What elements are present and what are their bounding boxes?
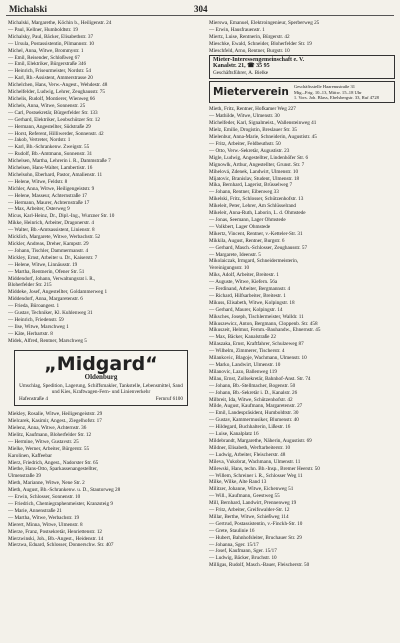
- directory-entry: — Marie, Annenstraße 21: [8, 507, 62, 514]
- directory-entry: Milaszaka, Ernst, Kraftfahrer, Schulzeweg 87: [209, 341, 304, 348]
- directory-entry: Mijatovic, Branislav, Student, Ulmenstr. 18: [209, 175, 300, 182]
- directory-entry: Milau, Ernst, Zollsekretär, Bahnhof-Anst. Str. 74: [209, 375, 311, 382]
- directory-entry: — Margarete, Ideenstr. 5: [209, 251, 261, 258]
- midgard-address: Hafenstraße 4: [19, 396, 48, 403]
- directory-entry: Michel, Anna, Witwe, Brommystr. 1: [8, 47, 84, 54]
- directory-entry: Micus, Karl-Heinz, Dr., Dipl.-Ing., Wurzner Str. 10: [8, 213, 115, 220]
- directory-entry: — Ludwig, Arbeiter, Fleischerstr. 48: [209, 451, 286, 458]
- directory-entry: Mielz, Emilie, Drogistin, Breslauer Str. 35: [209, 127, 298, 134]
- directory-entry: — Max, Bäcker, Kanalstraße 22: [209, 334, 276, 341]
- directory-entry: Miks, Adolf, Arbeiter, Breitestr. 1: [209, 272, 279, 279]
- directory-entry: — Ilse, Witwe, Marschweg 1: [8, 323, 69, 330]
- directory-entry: Mikuss, Elisabeth, Witwe, Kolpingstr. 18: [209, 299, 295, 306]
- directory-entry: Mildebrandt, Margarethe, Näherin, Augustistr. 69: [209, 437, 312, 444]
- directory-entry: — Auguste, Witwe, Kiefern. 56a: [209, 279, 278, 286]
- directory-entry: Mierz, Friedrich, Angest., Nadorster Str. 65: [8, 459, 99, 466]
- directory-entry: — Johanna, Sger. 15/17: [209, 541, 259, 548]
- directory-entry: Miekley, Rosalie, Witwe, Heiligengeiststr. 29: [8, 411, 103, 418]
- directory-entry: — Willem, Schreiner i. R., Schlosser Weg 11: [209, 472, 303, 479]
- directory-entry: — Grete, Staulinie 16: [209, 527, 255, 534]
- directory-entry: — Erwin, Hausfrauenstr. 1: [209, 26, 265, 33]
- directory-entry: — Volkbert, Lager Ohmstede: [209, 223, 271, 230]
- right-column: [209, 20, 395, 569]
- directory-entry: — Erwin, Schlosser, Sonnenstr. 10: [8, 494, 81, 501]
- directory-entry: Miertz, Luise, Rentnerin, Bürgerstr. 42: [209, 33, 290, 40]
- directory-entry: Mickler, Andreas, Dreher, Kampstr. 29: [8, 241, 89, 247]
- directory-entry: Mikke, Heinrich, Arbeiter, Dragonerstr. 4: [8, 220, 94, 227]
- running-title: Michalski: [9, 4, 48, 14]
- directory-entry: Michelsen, Martha, Lehrerin i. R., Dammstraße 7: [8, 158, 111, 165]
- directory-entry: — Horst, Referent, Hilliwerder, Sonnenstr. 42: [8, 130, 104, 137]
- midgard-description: Umschlag, Spedition, Lagerung, Schiffsmakler, Tankstelle, Lebensmittel, Sand und Kies, Kraftwagen-Fern- und Linienverkehr: [19, 382, 183, 395]
- directory-entry: — Johann, Tischler, Dammermanstr. 4: [8, 247, 89, 254]
- directory-entry: Michelis, Rudolf, Montierer, Wienweg 66: [8, 95, 95, 102]
- directory-entry: Michalsky, Paul, Bäcker, Elisabethstr. 37: [8, 33, 94, 40]
- mig-address: Kanalstr. 21, ☎ 35 95: [213, 63, 270, 70]
- midgard-footer: [19, 396, 183, 403]
- mieterverein-name: Mieterverein: [213, 85, 289, 98]
- directory-entry: Mierzwinski, Joh., Bb.-Angest., Heidenstr. 14: [8, 535, 104, 542]
- directory-entry: Middendorf, Anna, Margaretenstr. 6: [8, 296, 83, 303]
- directory-entry: Mika, Bernhard, Lagerist, Brüsselweg 7: [209, 182, 293, 189]
- directory-entry: Karolinen, Kaffeebar: [8, 452, 52, 459]
- directory-entry: — Ferdinand, Arbeiter, Bergmannstr. 4: [209, 286, 291, 293]
- directory-entry: Mildner, Elisabeth, Werftarbeiterstr. 10: [209, 444, 291, 451]
- directory-entry: Mignowlk, Arthur, Angestellter, Grunst. Str. 7: [209, 161, 305, 168]
- directory-entry: Mikuszewicz, Anton, Bergmann, Cloppenb. Str. 458: [209, 320, 318, 327]
- directory-entry: Militzer, Johanne, Witwe, Eichenweg 51: [209, 486, 294, 493]
- right-entries-top: [209, 20, 395, 55]
- directory-entry: Middendorf, Johann, Verwaltungsrat i. R.,: [8, 275, 96, 282]
- directory-entry: — Emil, Reisender, Schloßweg 67: [8, 54, 80, 61]
- directory-entry: — Jakob, Vertreter, Nordstr. 1: [8, 137, 71, 144]
- directory-entry: Michler, Anna, Witwe, Heiligengeiststr. 9: [8, 185, 95, 192]
- directory-entry: Mielcarek, Kasimir, Angest., Ziegelhofstr. 17: [8, 418, 102, 425]
- directory-entry: — Luise, Kanalplatz 16: [209, 431, 259, 438]
- directory-entry: Vereinigungsstr. 10: [209, 265, 250, 272]
- directory-entry: Milanovic, Lazo, Ballenweg 119: [209, 368, 277, 375]
- mig-name: Mieter-Interessengemeinschaft e. V.: [213, 56, 305, 63]
- directory-entry: Mikkila, August, Rentner, Burgstr. 6: [209, 237, 285, 244]
- directory-entry: — Hermann, Maurer, Achternstraße 17: [8, 199, 90, 206]
- directory-entry: — Gustav, Techniker, Kl. Kuhlenweg 31: [8, 310, 93, 317]
- directory-entry: Mierze, Franz, Postsekretär, Henriettenstr. 12: [8, 528, 103, 535]
- directory-entry: Mileva, Vukobrat, Wachmann, Ulmenstr. 11: [209, 458, 301, 465]
- directory-entry: Mielke, Werner, Arbeiter, Bürgerstr. 55: [8, 445, 90, 452]
- directory-entry: Milankovic, Blagoje, Wachmann, Ulmenstr. 10: [209, 355, 307, 362]
- directory-entry: Midek, Alfred, Rentner, Marschweg 5: [8, 337, 87, 344]
- directory-entry: Michalski, Margarethe, Köchin b., Heiligenstr. 24: [8, 20, 112, 26]
- directory-entry: — Karl, Bb.-Schrankenw. Zweigstr. 55: [8, 144, 90, 151]
- directory-entry: Mielenbur, Anna-Marie, Schneiderin, Augustistr. 45: [209, 134, 317, 141]
- directory-entry: Micklich, Margarete, Witwe, Werbachstr. 52: [8, 234, 101, 241]
- directory-entry: Michelfelder, Ludwig, Lehrer, Zeughausstr. 75: [8, 89, 105, 96]
- directory-entry: Michelsohn, Eberhard, Pastor, Amalienstr. 11: [8, 171, 103, 178]
- midgard-advertisement: [14, 350, 188, 407]
- directory-entry: — Marko, Landwirt, Ulmenstr. 10: [209, 362, 281, 368]
- mieterverein-hours: Mtg.–Frtg. 10–13, Mittw. 15–18 Uhr: [293, 89, 362, 95]
- left-entries-top: [8, 20, 194, 345]
- directory-entry: Mielenz, Anna, Witwe, Achternstr. 36: [8, 425, 87, 432]
- directory-entry: — Rudolf, Bb.-Amtmann, Sonnenstr. 31: [8, 151, 93, 158]
- directory-entry: — Gerhard, Masch.-Schlosser, Zeughausstr. 57: [209, 244, 308, 251]
- mieterverein-office: Geschäftsstelle Haarenustraße 31: [293, 84, 356, 90]
- directory-entry: — Emil, Landespräsident, Humboldtstr. 30: [209, 410, 299, 417]
- directory-entry: — Gerhard, Maurer, Kolpingstr. 14: [209, 306, 283, 313]
- directory-entry: — Walter, Bb.-Amtsassistent, Linienstr. 8: [8, 227, 95, 234]
- directory-entry: Mill, Bernhard, Landwirt, Prennenweg 19: [209, 500, 297, 507]
- directory-entry: — Johann, Bb.-Sekretär i. D., Kanalstr. 26: [209, 389, 298, 396]
- midgard-brand: „Midgard“: [44, 352, 158, 375]
- mieterverein-chair: 1. Vors. Joh. Blass, Ebelsbergstr. 33, Ruf 4728: [293, 95, 379, 101]
- mig-manager: Geschäftsführer, A. Bielke: [213, 70, 269, 77]
- directory-entry: — Gerhard, Elektriker, Leobschützer Str. 12: [8, 116, 100, 123]
- directory-entry: — Helene, Masseur, Achternstraße 17: [8, 192, 88, 199]
- directory-entry: — Fritz, Arbeiter, Feldbeuthstr. 50: [209, 141, 281, 147]
- directory-entry: Miethe, Hans-Otto, Sparkassenangestellter,: [8, 466, 98, 473]
- directory-entry: — Johann, Rentner, Eibenweg 33: [209, 189, 279, 196]
- directory-entry: Mieschfeld, Arno, Rentner, Burgstr. 10: [209, 47, 290, 54]
- directory-entry: Millar, Berthe, Witwe, Schießweg 114: [209, 513, 289, 520]
- left-column: [8, 20, 194, 549]
- directory-entry: Mikolaiczak, Irmgard, Schneidermeisterin,: [209, 258, 299, 265]
- directory-entry: — Gustav, Kammermusiker, Blumenstr. 40: [209, 417, 299, 424]
- directory-entry: Mikuszeit, Helmut, Fernm.-Bauhandw., Ehnernstr. 45: [209, 327, 321, 334]
- directory-entry: — Ursula, Postassistentin, Pilmannstr. 10: [8, 40, 95, 47]
- directory-entry: Mierert, Minna, Witwe, Ulmenstr. 8: [8, 521, 83, 528]
- directory-entry: Mickley, Ernst, Arbeiter u. Dr., Kaiserstr. 7: [8, 254, 98, 261]
- directory-entry: Milde, August, Kaufmann, Margaretenstr. 27: [209, 403, 303, 410]
- directory-entry: — Mathilde, Witwe, Ulmenstr. 30: [209, 113, 280, 120]
- directory-entry: Milligas, Rudolf, Masch.-Bauer, Fleischerstr. 50: [209, 562, 310, 569]
- directory-entry: — Heinrich, Friseurmeister, Nordstr. 54: [8, 68, 91, 75]
- directory-entry: Mikeleit, Peter, Lehrer, Am Schlüsselrand: [209, 203, 297, 210]
- directory-entry: — Käte, Herbartstr. 8: [8, 330, 53, 337]
- directory-entry: Mieth, Fritz, Rentner, Hofkamer Weg 227: [209, 106, 296, 113]
- directory-entry: Michelfeder, Karl, Signalmeist., Wallensteinweg 41: [209, 120, 317, 127]
- directory-entry: — Wilhelm, Zimmerer, Tischerstr. 4: [209, 348, 285, 355]
- directory-entry: — Martha, Rentnerin, Ofener Str. 51: [8, 268, 85, 275]
- directory-entry: Michelchen, Hans, Verw.-Angest., Wehdestr. 48: [8, 82, 108, 89]
- directory-entry: Michels, Anna, Witwe, Sonnenstr. 25: [8, 102, 86, 109]
- midgard-phone: Fernruf 6100: [155, 396, 183, 403]
- directory-entry: — Carl, Postsekretär, Bürgerfelder Str. 133: [8, 109, 98, 116]
- directory-entry: — Karl, Rb.-Assistent, Ammerstrasse 20: [8, 75, 93, 82]
- directory-entry: — Hermine, Witwe, Gustavstr. 25: [8, 438, 79, 445]
- directory-entry: Miksches, Joseph, Tischlermeister, Walldr. 11: [209, 313, 304, 320]
- directory-entry: Bloherfelder Str. 215: [8, 282, 52, 289]
- directory-entry: Milbreit, Ida, Witwe, Schützenhofstr. 42: [209, 396, 293, 403]
- mieter-interessengemeinschaft-box: [209, 55, 395, 80]
- directory-entry: Mihelová, Zdenek, Landwirt, Ulmenstr. 10: [209, 168, 299, 175]
- directory-entry: — Paul, Kellner, Humboldtstr. 19: [8, 26, 78, 33]
- directory-entry: — Max, Arbeiter, Osterweg 9: [8, 206, 70, 213]
- directory-entry: — Helene, Witwe, Linnäusstr. 19: [8, 261, 78, 268]
- header-rule: [6, 15, 394, 16]
- left-entries-bottom: [8, 411, 194, 549]
- midgard-city: Oldenburg: [84, 372, 118, 381]
- directory-entry: — Hermann, Angestellter, Südstraße 29: [8, 123, 91, 130]
- directory-entry: — Heinrich, Friedenstr. 59: [8, 316, 64, 323]
- directory-entry: — Otto, Verw.-Sekretär, Augustistr. 23: [209, 147, 290, 154]
- directory-entry: Mielitz, Kaufmann, Bloherfelder Str. 12: [8, 431, 92, 438]
- directory-entry: — Helene, Witwe, Feldstr. 8: [8, 178, 68, 185]
- directory-entry: Mieth, Marianne, Witwe, Nene Str. 2: [8, 480, 85, 487]
- directory-entry: Migle, Ludwig, Angestellter, Lindenhöfer Str. 6: [209, 154, 309, 161]
- directory-entry: Michelsen, Hans-Walter, Lambertistr. 16: [8, 165, 93, 172]
- mieterverein-info: [294, 84, 379, 100]
- directory-entry: Mierzwa, Eduard, Schlosser, Donnerschw. Str. 407: [8, 542, 114, 549]
- directory-entry: Mikelski, Fritz, Schlosser, Schützenhofstr. 13: [209, 196, 304, 203]
- directory-entry: — Friedrich, Chemiegraphenmeister, Kranzsteig 9: [8, 501, 113, 507]
- directory-entry: — Hildegard, Buchhalterin, Lißestr. 16: [209, 424, 291, 431]
- directory-entry: — Will., Kaufmann, Geestweg 55: [209, 493, 280, 500]
- directory-entry: — Martha, Witwe, Werbachstr. 19: [8, 514, 80, 521]
- directory-entry: — Frieda, Büroangest. 1: [8, 303, 60, 310]
- directory-entry: — Richard, Hilfsarbeiter, Breitestr. 1: [209, 292, 286, 299]
- directory-entry: — Gertrud, Postassistentin, v.-Finckh-Str. 10: [209, 520, 303, 527]
- directory-entry: Mieth, August, Bb.-Schrankenw. u. D., Stautorweg 28: [8, 487, 121, 494]
- directory-entry: — Emil, Elektriker, Bürgerstraße 346: [8, 61, 87, 68]
- directory-entry: Middeke, Josef, Angestellter, Goldammerweg 1: [8, 289, 108, 296]
- directory-entry: Mieschke, Ewald, Schneider, Bloherfelder Str. 19: [209, 40, 312, 47]
- directory-entry: Mierswa, Emanuel, Elektroingenieur, Sperberweg 25: [209, 20, 320, 26]
- directory-entry: Ulmenstraße 39: [8, 473, 41, 480]
- directory-entry: Mikertz, Vincent, Rentner, v.-Ketteler-Str. 31: [209, 230, 303, 237]
- page-number: 304: [194, 4, 208, 14]
- directory-entry: Mikeleit, Anna-Ruth, Laborin, L. d. Ohmstede: [209, 210, 306, 217]
- directory-entry: — Hubert, Bahnhofsleiter, Bruchauer Str. 29: [209, 534, 302, 541]
- directory-entry: — Fritz, Arbeiter, Greifswalder-Str. 12: [209, 507, 290, 514]
- directory-entry: — Ludwig, Bäcker, Bruchstr. 10: [209, 555, 277, 562]
- directory-entry: Milke, Wilke, Alte Rand 13: [209, 479, 267, 486]
- directory-entry: — Jonas, Seemann, Lager Ohmstede: [209, 216, 286, 223]
- directory-entry: — Josef, Kaufmann, Sger. 15/17: [209, 548, 277, 555]
- right-entries: [209, 106, 395, 569]
- directory-entry: Milewski, Hans, techn. Bb.-Insp., Bremer Heerstr. 50: [209, 465, 320, 472]
- directory-entry: — Johann, Bb.-Stellmacher, Bogenstr. 50: [209, 382, 296, 389]
- mieterverein-advertisement: [209, 81, 395, 103]
